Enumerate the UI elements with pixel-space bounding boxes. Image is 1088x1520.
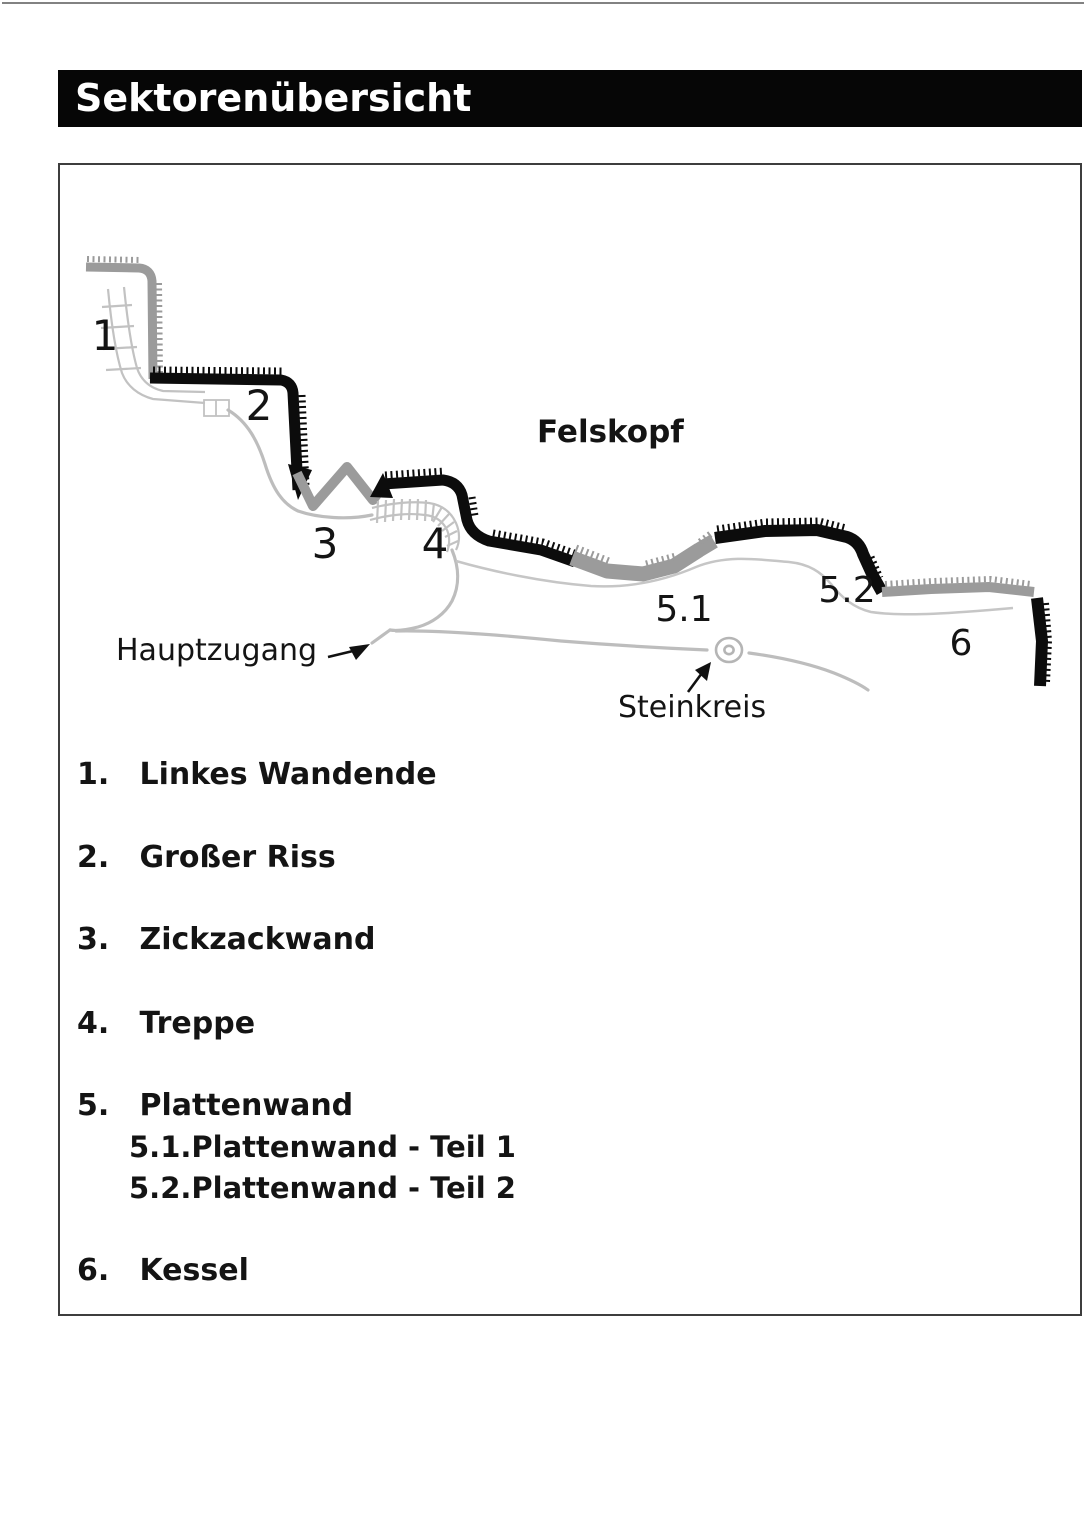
legend-item-4 [77,1006,255,1041]
legend-label: Linkes Wandende [139,757,437,792]
map-label-sector52: 5.2 [818,570,876,611]
legend-sublabel: 5.1.Plattenwand - Teil 1 [129,1130,516,1164]
map-label-sector3: 3 [311,519,339,568]
page-title: Sektorenübersicht [75,76,472,120]
legend-label: Treppe [139,1006,256,1041]
map-label-sector4: 4 [421,519,449,568]
content-box [58,163,1082,1316]
legend-number: 6. [77,1253,110,1288]
map-label-sector1: 1 [91,311,119,360]
legend-item-5-2 [129,1171,516,1205]
legend-number: 1. [77,757,110,792]
legend-label: Plattenwand [139,1088,354,1123]
legend-label: Zickzackwand [139,922,376,957]
map-label-sector6: 6 [949,623,973,664]
legend-item-1 [77,757,437,792]
map-label-steinkreis: Steinkreis [618,690,767,725]
legend-item-6 [77,1253,249,1288]
title-bar [58,70,1082,127]
legend-number: 3. [77,922,110,957]
legend-item-5 [77,1088,353,1123]
legend-number: 2. [77,840,110,875]
legend-sublabel: 5.2.Plattenwand - Teil 2 [129,1171,516,1205]
map-label-hauptzugang: Hauptzugang [116,633,318,668]
sector-legend [60,165,1080,1314]
map-label-sector51: 5.1 [655,589,713,630]
legend-number: 5. [77,1088,110,1123]
legend-item-2 [77,840,336,875]
legend-item-3 [77,922,375,957]
map-label-felskopf: Felskopf [537,414,684,450]
legend-label: Kessel [139,1253,249,1288]
legend-number: 4. [77,1006,110,1041]
legend-item-5-1 [129,1130,516,1164]
top-divider [2,2,1084,4]
map-label-sector2: 2 [245,381,273,430]
legend-label: Großer Riss [139,840,336,875]
